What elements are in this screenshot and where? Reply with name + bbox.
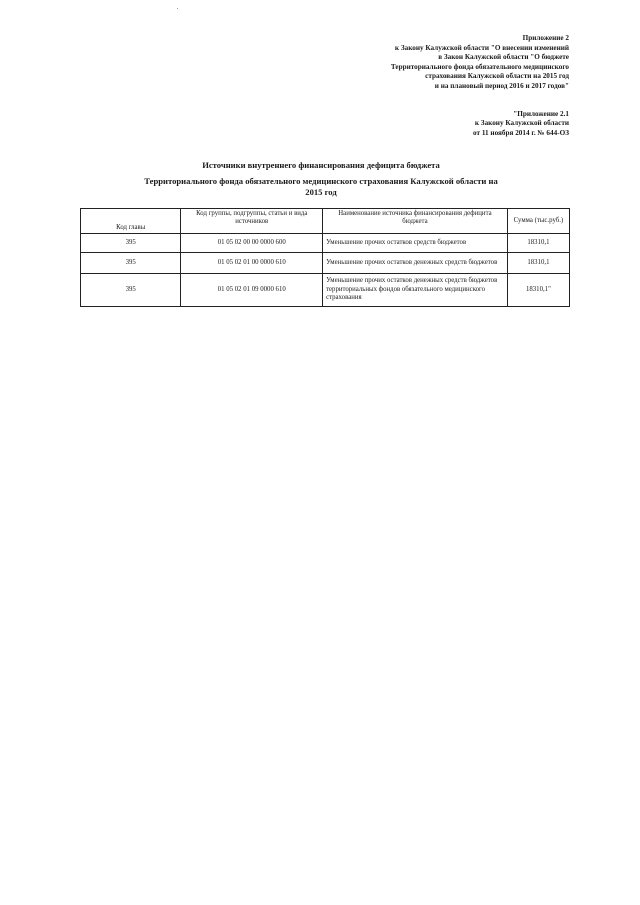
header-line: страхования Калужской области на 2015 год	[425, 72, 569, 81]
cell-chapter-code: 395	[81, 274, 181, 307]
header-line-2: к Закону Калужской области	[474, 119, 569, 128]
header-line-2: "Приложение 2.1	[513, 109, 569, 118]
header-line: Приложение 2	[522, 34, 569, 42]
header-line: в Закон Калужской области "О бюджете	[438, 53, 569, 62]
table-header-row	[81, 209, 570, 234]
cell-source-name: Уменьшение прочих остатков денежных средств бюджетов территориальных фондов обязательного медицинского страхования	[323, 274, 508, 307]
header-line-2: от 11 ноября 2014 г. № 644-ОЗ	[473, 128, 569, 137]
header-line: и на плановый период 2016 и 2017 годов"	[434, 81, 569, 90]
subtitle-line: Территориального фонда обязательного медицинского страхования Калужской области на	[144, 176, 498, 186]
cell-sum: 18310,1"	[507, 274, 569, 307]
table-row	[81, 253, 570, 274]
table-row	[81, 234, 570, 253]
document-title: Источники внутреннего финансирования дефицита бюджета	[202, 160, 440, 170]
header-group-code: Код группы, подгруппы, статьи и вида источников	[181, 209, 323, 234]
header-sum: Сумма (тыс.руб.)	[507, 209, 569, 234]
header-chapter-code: Код главы	[81, 209, 181, 234]
cell-source-name: Уменьшение прочих остатков средств бюджетов	[323, 234, 508, 253]
cell-source-name: Уменьшение прочих остатков денежных средств бюджетов	[323, 253, 508, 274]
table-row	[81, 274, 570, 307]
header-line: Территориального фонда обязательного медицинского	[390, 62, 569, 71]
cell-group-code: 01 05 02 01 09 0000 610	[181, 274, 323, 307]
financing-sources-table	[80, 208, 570, 307]
header-line: к Закону Калужской области "О внесении изменений	[394, 43, 569, 52]
subtitle-line: 2015 год	[305, 187, 337, 197]
cell-chapter-code: 395	[81, 234, 181, 253]
header-source-name: Наименование источника финансирования дефицита бюджета	[323, 209, 508, 234]
cell-group-code: 01 05 02 00 00 0000 600	[181, 234, 323, 253]
scan-speck	[177, 8, 178, 9]
appendix-header	[269, 34, 569, 138]
cell-group-code: 01 05 02 01 00 0000 610	[181, 253, 323, 274]
cell-sum: 18310,1	[507, 234, 569, 253]
cell-chapter-code: 395	[81, 253, 181, 274]
cell-sum: 18310,1	[507, 253, 569, 274]
document-subtitle	[86, 176, 556, 198]
